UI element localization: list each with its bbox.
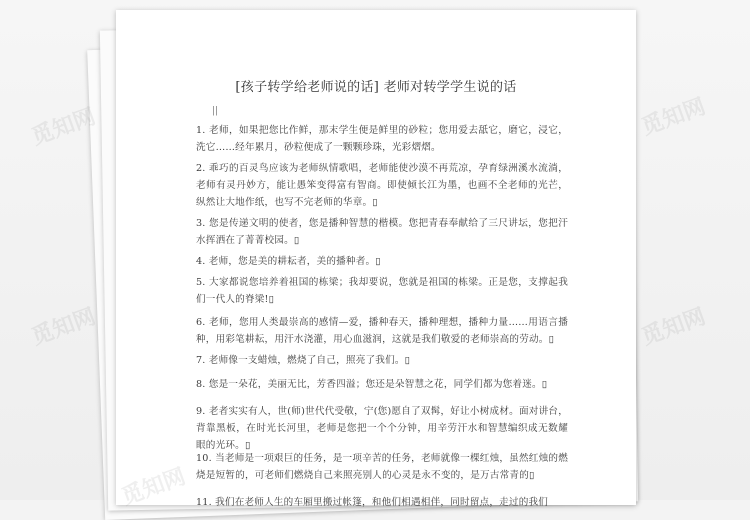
watermark-logo [637, 300, 710, 352]
paragraph-4: 4. 老师，您是美的耕耘者，美的播种者。▯ [196, 256, 381, 267]
paragraph-6: 6. 老师，您用人类最崇高的感情—爱，播种春天，播种理想，播种力量……用语言播种，用彩笔耕耘，用汗水浇灌，用心血滋润，这就是我们敬爱的老师崇高的劳动。▯ [196, 317, 568, 345]
paragraph-3: 3. 您是传递文明的使者，您是播种智慧的楷模。您把青春奉献给了三尺讲坛，您把汗水挥洒在了菁菁校园。▯ [196, 218, 568, 246]
paragraph-2: 2. 乖巧的百灵鸟应该为老师纵情歌唱，老师能使沙漠不再荒凉，孕育绿洲溪水流淌，老师有灵丹妙方，能让愚笨变得富有智商。即使倾长江为墨，也画不全老师的光芒，纵然让大地作纸，也写不完老师的华章。▯ [196, 163, 568, 208]
paragraph-10: 10. 当老师是一项艰巨的任务，是一项辛苦的任务，老师就像一棵红烛，虽然红烛的燃烧是短暂的，可老师们燃烧自己来照亮别人的心灵是永不变的，是万古常青的▯ [196, 453, 568, 481]
watermark-text: 觅知网 [638, 94, 709, 141]
paragraph-11: 11. 我们在老师人生的车厢里搬过帐篷，和他们相遇相伴，同时留点，走过的我们 [196, 497, 549, 508]
paragraph-marker: || [212, 106, 219, 116]
watermark-text: 觅知网 [638, 304, 709, 351]
watermark-text: 觅知网 [28, 304, 99, 351]
paragraph-9: 9. 老者实实有人，世(师)世代代受敬，宁(您)愿自了双髯，好让小树成材。面对讲台，背靠黑板，在时光长河里，老师是您把一个个分钟，用辛劳汗水和智慧编织成无数耀眼的光环。▯ [196, 406, 568, 451]
paragraph-1: 1. 老师，如果把您比作鲜，那末学生便是鲜里的砂粒；您用爱去舐它，磨它，浸它，洗它……经年累月，砂粒便成了一颗颗珍珠，光彩熠熠。 [196, 125, 568, 153]
watermark-logo [637, 90, 710, 142]
paragraph-5: 5. 大家都说您培养着祖国的栋梁；我却要说，您就是祖国的栋梁。正是您，支撑起我们一代人的脊梁!▯ [196, 277, 568, 305]
paragraph-8: 8. 您是一朵花，美丽无比，芳香四溢；您还是朵智慧之花，同学们都为您着迷。▯ [196, 379, 548, 390]
document-title: [孩子转学给老师说的话] 老师对转学学生说的话 [235, 80, 517, 95]
watermark-logo [27, 300, 100, 352]
watermark-text: 觅知网 [28, 104, 99, 151]
document-page [116, 10, 636, 508]
paragraph-7: 7. 老师像一支蜡烛，燃烧了自己，照亮了我们。▯ [196, 355, 411, 366]
